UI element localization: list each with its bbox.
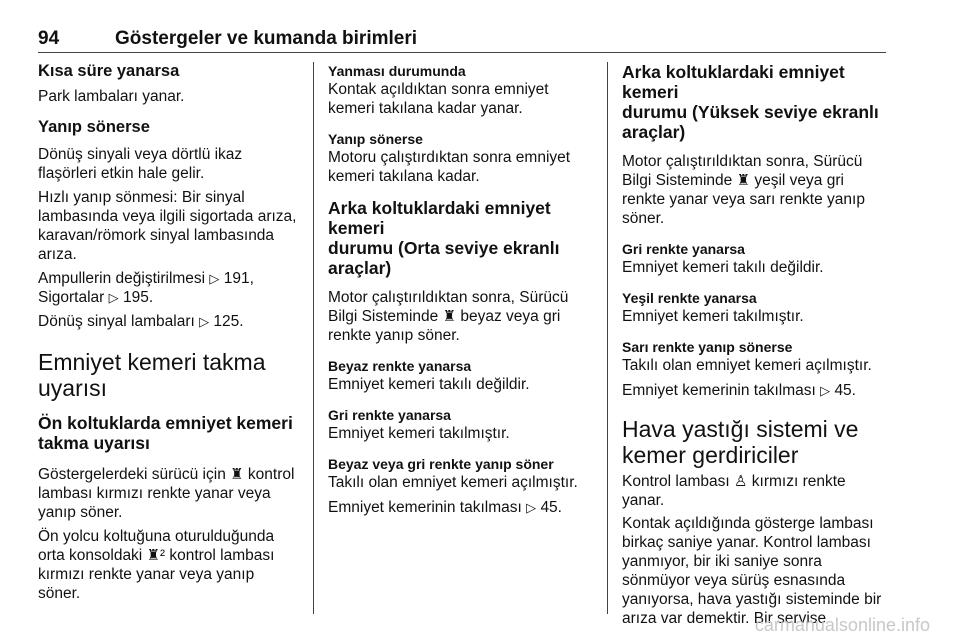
paragraph: Park lambaları yanar. (38, 88, 185, 105)
column-3 (622, 62, 888, 628)
paragraph-line: Emniyet kemeri takılı değildir. (328, 376, 530, 393)
paragraph-line: arıza. (38, 246, 77, 263)
reference-page: 45. (540, 499, 562, 516)
column-2 (328, 62, 598, 517)
section-heading: uyarısı (38, 375, 108, 401)
subsection-heading: takma uyarısı (38, 433, 150, 453)
subheading: Gri renkte yanarsa (622, 241, 745, 257)
paragraph-line: karavan/römork sinyal lambasında (38, 227, 275, 244)
paragraph-line: lambası kırmızı renkte yanar veya (38, 485, 271, 502)
seatbelt-icon: ♜ (442, 308, 457, 325)
paragraph-line: kemeri takılana kadar. (328, 168, 480, 185)
paragraph-line: Motor çalıştırıldıktan sonra, Sürücü (622, 153, 863, 170)
column-1 (38, 62, 300, 603)
text: Bilgi Sisteminde (622, 172, 733, 189)
page-arrow-icon: ▷ (526, 500, 537, 515)
paragraph-line: Emniyet kemeri takılmıştır. (328, 425, 510, 442)
paragraph-line: arıza var demektir. Bir servise (622, 610, 827, 627)
paragraph-line: flaşörleri etkin hale gelir. (38, 165, 205, 182)
text: yeşil veya gri (754, 172, 844, 189)
reference-page: 191, (223, 270, 254, 287)
section-heading: Emniyet kemeri takma (38, 349, 266, 375)
subheading: Beyaz renkte yanarsa (328, 358, 472, 374)
paragraph-line: söner. (38, 585, 81, 602)
paragraph-line: kırmızı renkte yanar veya yanıp (38, 566, 255, 583)
paragraph-line: Hızlı yanıp sönmesi: Bir sinyal (38, 189, 245, 206)
watermark: carmanualsonline.info (754, 615, 930, 635)
reference-text: Dönüş sinyal lambaları (38, 313, 195, 330)
page-arrow-icon: ▷ (108, 290, 119, 305)
subsection-heading: Arka koltuklardaki emniyet kemeri (622, 62, 845, 102)
page-arrow-icon: ▷ (820, 383, 831, 398)
paragraph-line: Emniyet kemeri takılmıştır. (622, 308, 804, 325)
subheading: Sarı renkte yanıp sönerse (622, 339, 793, 355)
column-divider (313, 62, 314, 614)
subsection-heading: araçlar) (622, 122, 686, 142)
paragraph-line: renkte yanıp söner. (328, 327, 460, 344)
subsection-heading: Arka koltuklardaki emniyet kemeri (328, 198, 551, 238)
paragraph-line: Kontak açıldıktan sonra emniyet (328, 81, 549, 98)
subheading: Kısa süre yanarsa (38, 62, 180, 80)
cross-reference[interactable] (622, 381, 888, 400)
reference-text: Ampullerin değiştirilmesi (38, 270, 206, 287)
paragraph-line: Emniyet kemeri takılı değildir. (622, 259, 824, 276)
paragraph-line: kemeri takılana kadar yanar. (328, 100, 523, 117)
page-number: 94 (38, 28, 60, 49)
text: orta konsoldaki (38, 547, 143, 564)
text: kontrol lambası (169, 547, 275, 564)
text: kontrol (247, 466, 295, 483)
running-title: Göstergeler ve kumanda birimleri (115, 28, 418, 49)
subsection-heading: durumu (Yüksek seviye ekranlı (622, 102, 879, 122)
text: Göstergelerdeki sürücü için (38, 466, 226, 483)
text: beyaz veya gri (460, 308, 561, 325)
reference-page: 125. (213, 313, 244, 330)
section-heading: kemer gerdiriciler (622, 442, 799, 468)
paragraph-line: renkte yanar veya sarı renkte yanıp (622, 191, 865, 208)
page-header (38, 24, 886, 53)
paragraph-line: yanıyorsa, hava yastığı sisteminde bir (622, 591, 882, 608)
paragraph-line: yanmıyor, bir iki saniye sonra (622, 553, 822, 570)
text: Bilgi Sisteminde (328, 308, 439, 325)
subheading: Yeşil renkte yanarsa (622, 290, 757, 306)
paragraph-line: Takılı olan emniyet kemeri açılmıştır. (622, 357, 872, 374)
paragraph-line: yanar. (622, 492, 665, 509)
section-heading: Hava yastığı sistemi ve (622, 416, 859, 442)
subheading: Yanıp sönerse (328, 131, 423, 147)
seatbelt-passenger-icon: ♜² (146, 547, 166, 564)
paragraph-line: Motoru çalıştırdıktan sonra emniyet (328, 149, 571, 166)
subheading: Beyaz veya gri renkte yanıp söner (328, 456, 554, 472)
seatbelt-icon: ♜ (230, 466, 244, 483)
page-arrow-icon: ▷ (209, 271, 220, 286)
paragraph-line: sönmüyor veya sürüş esnasında (622, 572, 846, 589)
subsection-heading: Ön koltuklarda emniyet kemeri (38, 413, 293, 433)
paragraph-line: lambasında veya ilgili sigortada arıza, (38, 208, 297, 225)
text: Kontrol lambası (622, 473, 730, 490)
paragraph-line: yanıp söner. (38, 504, 123, 521)
cross-reference[interactable] (328, 498, 598, 517)
paragraph-line: Motor çalıştırıldıktan sonra, Sürücü (328, 289, 569, 306)
paragraph-line (622, 171, 888, 190)
subsection-heading: araçlar) (328, 258, 392, 278)
column-divider (607, 62, 608, 614)
airbag-icon: ♙ (734, 473, 748, 490)
cross-reference[interactable] (38, 269, 300, 288)
reference-text: Sigortalar (38, 289, 105, 306)
paragraph-line: Dönüş sinyali veya dörtlü ikaz (38, 146, 243, 163)
reference-text: Emniyet kemerinin takılması (622, 382, 816, 399)
paragraph-line: Kontak açıldığında gösterge lambası (622, 515, 874, 532)
paragraph-line (38, 546, 300, 565)
subheading: Yanması durumunda (328, 63, 466, 79)
seatbelt-icon: ♜ (736, 172, 751, 189)
paragraph-line (622, 472, 888, 491)
paragraph-line: birkaç saniye yanar. Kontrol lambası (622, 534, 871, 551)
cross-reference[interactable] (38, 312, 300, 331)
paragraph-line (38, 465, 300, 484)
text: kırmızı renkte (751, 473, 846, 490)
paragraph-line: Takılı olan emniyet kemeri açılmıştır. (328, 474, 578, 491)
reference-text: Emniyet kemerinin takılması (328, 499, 522, 516)
paragraph-line (328, 307, 598, 326)
reference-page: 45. (834, 382, 856, 399)
subheading: Gri renkte yanarsa (328, 407, 451, 423)
paragraph-line: söner. (622, 210, 665, 227)
reference-page: 195. (122, 289, 154, 306)
page-arrow-icon: ▷ (199, 314, 210, 329)
paragraph-line: Ön yolcu koltuğuna oturulduğunda (38, 528, 275, 545)
subheading: Yanıp sönerse (38, 118, 150, 136)
cross-reference[interactable] (38, 288, 300, 307)
subsection-heading: durumu (Orta seviye ekranlı (328, 238, 560, 258)
